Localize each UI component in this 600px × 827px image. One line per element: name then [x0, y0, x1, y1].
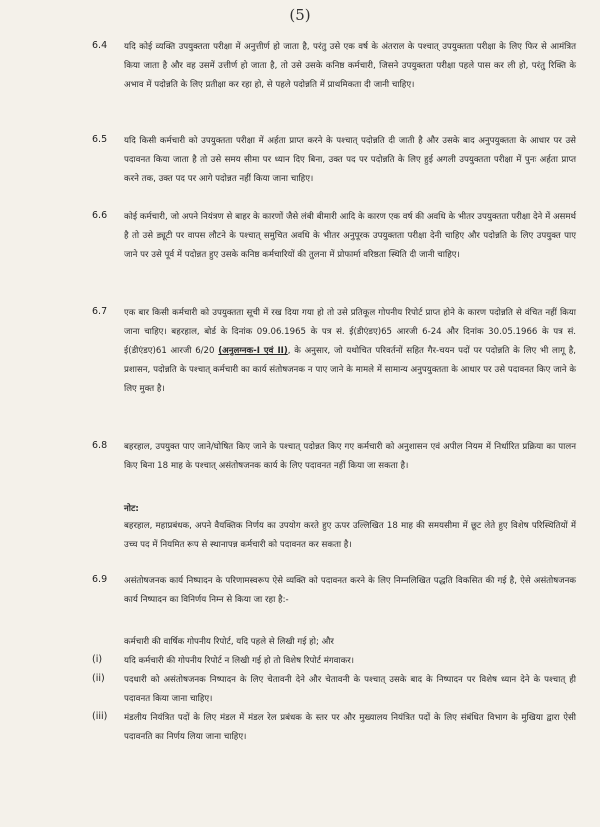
page-number: (5)	[289, 6, 311, 24]
paragraph-number: 6.8	[92, 440, 108, 451]
paragraph-text: बहरहाल, उपयुक्त पाए जाने/घोषित किए जाने के पश्चात् पदोन्नत किए गए कर्मचारी को अनुशासन एवं अपील नियम में निर्धारित प्रक्रिया का पालन किए बिना 18 माह के पश्चात् असंतोषजनक कार्य के लिए पदावनत नहीं किया जा सकता है।	[124, 442, 576, 471]
list-item-text: पदधारी को असंतोषजनक निष्पादन के लिए चेतावनी देने और चेतावनी के पश्चात् उसके बाद के निष्पादन पर विशेष ध्यान देने के पश्चात् ही पदावनत किया जाना चाहिए।	[124, 675, 576, 704]
paragraph-text: यदि कोई व्यक्ति उपयुक्तता परीक्षा में अनुत्तीर्ण हो जाता है, परंतु उसे एक वर्ष के अंतराल के पश्चात् उपयुक्तता परीक्षा के लिए फिर से आमंत्रित किया जाता है और वह उसमें उत्तीर्ण हो जाता है, तो उसे उसके कनिष्ठ कर्मचारी, जिसने उपयुक्तता परीक्षा पहले पास कर ली हो, परंतु रिक्ति के अभाव में पदोन्नति के लिए प्रतीक्षा कर रहा हो, से पहले पदोन्नति में प्राथमिकता दी जानी चाहिए।	[124, 42, 576, 90]
paragraph-number: 6.5	[92, 134, 108, 145]
annexure-reference: (अनुलग्नक-I एवं II)	[218, 346, 288, 356]
paragraph-text: कोई कर्मचारी, जो अपने नियंत्रण से बाहर के कारणों जैसे लंबी बीमारी आदि के कारण एक वर्ष की अवधि के भीतर उपयुक्तता परीक्षा देने में असमर्थ है तो उसे ड्यूटी पर वापस लौटने के पश्चात् समुचित अवधि के भीतर अनुपूरक उपयुक्तता परीक्षा देनी चाहिए और पदोन्नति के लिए उपयुक्त पाए जाने पर उसे पूर्व में पदोन्नत हुए उसके कनिष्ठ कर्मचारियों की तुलना में प्रोफार्मा वरिष्ठता स्थिति दी जानी चाहिए।	[124, 212, 576, 260]
paragraph-text: असंतोषजनक कार्य निष्पादन के परिणामस्वरूप ऐसे व्यक्ति को पदावनत करने के लिए निम्नलिखित पद्धति विकसित की गई है, ऐसे असंतोषजनक कार्य निष्पादन का विनिर्णय निम्न से किया जा रहा है:-	[124, 576, 576, 605]
list-item-label: (iii)	[92, 711, 108, 722]
paragraph-number: 6.9	[92, 574, 108, 585]
paragraph-text: यदि किसी कर्मचारी को उपयुक्तता परीक्षा में अर्हता प्राप्त करने के पश्चात् पदोन्नति दी जाती है और उसके बाद अनुपयुक्तता के आधार पर उसे पदावनत किया जाता है तो उसे समय सीमा पर ध्यान दिए बिना, उक्त पद पर पदोन्नति के लिए हुई अगली उपयुक्तता परीक्षा में पुनः अर्हता प्राप्त करने तक, उक्त पद पर आगे पदोन्नत नहीं किया जाना चाहिए।	[124, 136, 576, 184]
note-title: नोट:	[124, 504, 139, 514]
list-item-label: (ii)	[92, 673, 105, 684]
list-item-label: (i)	[92, 654, 103, 665]
paragraph-number: 6.4	[92, 40, 108, 51]
list-item-text: यदि कर्मचारी की गोपनीय रिपोर्ट न लिखी गई हो तो विशेष रिपोर्ट मंगवाकर।	[124, 656, 355, 666]
paragraph-text-part: , के अनुसार, जो यथोचित परिवर्तनों सहित गैर-चयन पदों पर पदोन्नति के लिए भी लागू है, प्रशासन, पदोन्नति के पश्चात् कर्मचारी का कार्य संतोषजनक न पाए जाने के मामले में सामान्य अनुपयुक्तता के आधार पर उसे पदावनत किए जाने के लिए मुक्त है।	[124, 346, 576, 394]
list-item-text: मंडलीय नियंत्रित पदों के लिए मंडल में मंडल रेल प्रबंधक के स्तर पर और मुख्यालय नियंत्रित पदों के लिए संबंधित विभाग के मुखिया द्वारा ऐसी पदावनति का निर्णय लिया जाना चाहिए।	[124, 713, 576, 742]
list-intro-text: कर्मचारी की वार्षिक गोपनीय रिपोर्ट, यदि पहले से लिखी गई हो; और	[124, 637, 334, 647]
paragraph-number: 6.6	[92, 210, 108, 221]
paragraph-text	[124, 304, 576, 399]
paragraph-text-part: एक बार किसी कर्मचारी को उपयुक्तता सूची में रख दिया गया हो तो उसे प्रतिकूल गोपनीय रिपोर्ट प्राप्त होने के कारण पदोन्नति से वंचित नहीं किया जाना चाहिए। बहरहाल, बोर्ड के दिनांक 09.06.1965 के पत्र सं. ई(डीएंडए)65 आरजी 6-24 और दिनांक 30.05.1966 के पत्र सं. ई(डीएंडए)61 आरजी 6/20	[124, 308, 576, 356]
note-text: बहरहाल, महाप्रबंधक, अपने वैयक्तिक निर्णय का उपयोग करते हुए ऊपर उल्लिखित 18 माह की समयसीमा में छूट लेते हुए विशेष परिस्थितियों में उच्च पद में नियमित रूप से स्थानापन्न कर्मचारी को पदावनत कर सकता है।	[124, 521, 576, 550]
paragraph-number: 6.7	[92, 306, 108, 317]
